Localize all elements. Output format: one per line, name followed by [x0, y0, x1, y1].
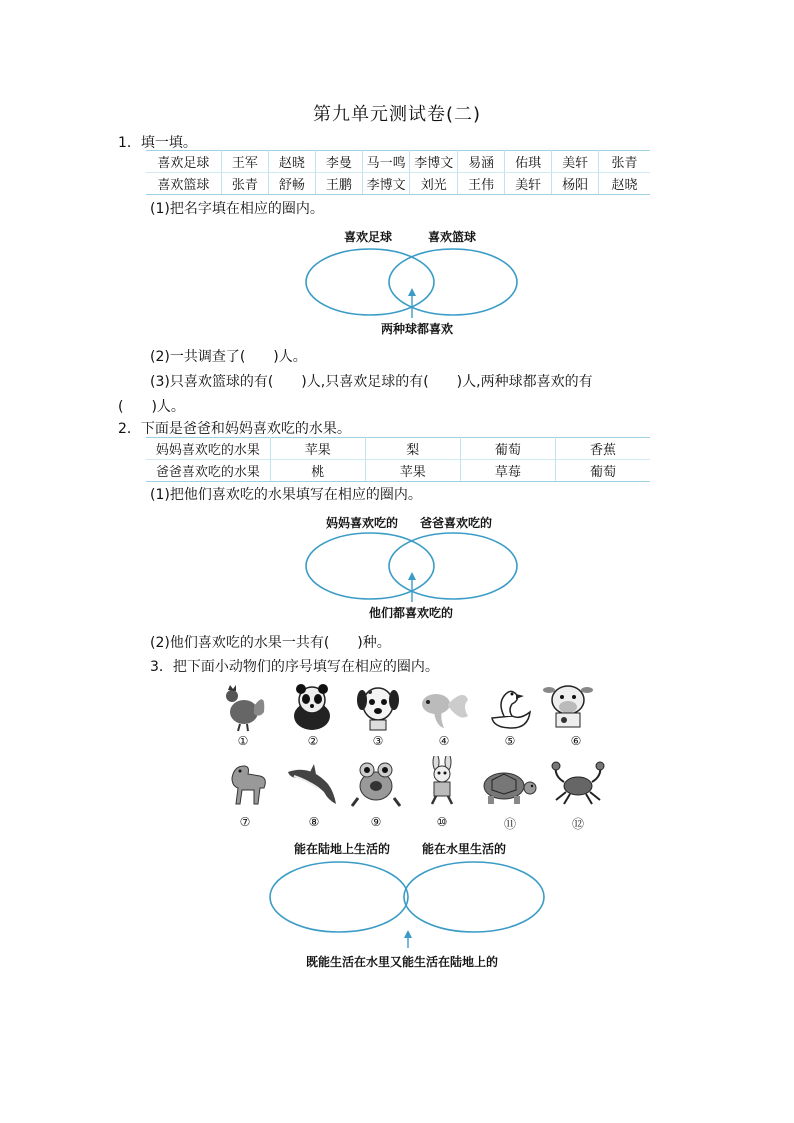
- table-cell: 葡萄: [460, 438, 555, 460]
- table-cell: 马一鸣: [362, 151, 410, 173]
- animal-number: ⑥: [570, 734, 582, 748]
- q2-sub2: (2)他们喜欢吃的水果一共有( )种。: [150, 635, 391, 651]
- table-cell: 王鹏: [315, 173, 362, 195]
- animal-number: ⑦: [239, 815, 251, 829]
- venn2-left-label: 妈妈喜欢吃的: [326, 516, 399, 530]
- table-cell: 苹果: [365, 460, 460, 482]
- table-cell: 张青: [599, 151, 650, 173]
- venn2-right-circle: [389, 533, 517, 599]
- arrow-up-icon: [408, 572, 416, 602]
- venn2-left-circle: [306, 533, 434, 599]
- animal-number: ③: [372, 734, 384, 748]
- venn1-left-label: 喜欢足球: [344, 230, 393, 244]
- animal-number: ⑨: [370, 815, 382, 829]
- table-cell: 喜欢足球: [146, 151, 221, 173]
- animal-number: ⑪: [503, 817, 516, 831]
- q1-table: [146, 150, 650, 195]
- turtle-icon: [474, 760, 530, 810]
- table-cell: 赵晓: [599, 173, 650, 195]
- venn2-bottom-label: 他们都喜欢吃的: [369, 606, 454, 620]
- table-cell: 舒畅: [268, 173, 315, 195]
- table-cell: 爸爸喜欢吃的水果: [146, 460, 270, 482]
- table-cell: 王军: [221, 151, 268, 173]
- table-row: [146, 460, 650, 482]
- animal-number: ①: [237, 734, 249, 748]
- q1-sub1: (1)把名字填在相应的圈内。: [150, 201, 324, 217]
- frog-icon: [348, 758, 404, 808]
- table-cell: 李博文: [362, 173, 410, 195]
- table-cell: 易涵: [458, 151, 505, 173]
- rabbit-icon: [414, 756, 470, 806]
- animal-number: ②: [307, 734, 319, 748]
- venn2-right-label: 爸爸喜欢吃的: [420, 516, 493, 530]
- q1-sub2: (2)一共调查了( )人。: [150, 349, 307, 365]
- table-cell: 妈妈喜欢吃的水果: [146, 438, 270, 460]
- table-cell: 桃: [270, 460, 365, 482]
- table-cell: 刘光: [410, 173, 458, 195]
- goldfish-icon: [414, 682, 470, 732]
- venn3-left-label: 能在陆地上生活的: [294, 842, 391, 856]
- arrow-up-icon: [404, 930, 412, 948]
- table-row: [146, 173, 650, 195]
- table-cell: 张青: [221, 173, 268, 195]
- table-cell: 佑琪: [505, 151, 552, 173]
- question-3-label: 3．把下面小动物们的序号填写在相应的圈内。: [150, 659, 439, 675]
- panda-icon: [284, 682, 340, 732]
- animal-number: ⑫: [571, 817, 584, 831]
- rooster-icon: [214, 682, 270, 732]
- table-cell: 草莓: [460, 460, 555, 482]
- venn-diagram-3: [262, 856, 552, 950]
- dog-icon: [350, 682, 406, 732]
- venn1-right-circle: [389, 249, 517, 315]
- table-cell: 香蕉: [555, 438, 650, 460]
- table-row: [146, 438, 650, 460]
- q1-sub3-cont: ( )人。: [118, 399, 185, 415]
- table-cell: 美轩: [505, 173, 552, 195]
- venn1-left-circle: [306, 249, 434, 315]
- venn-diagram-1: [300, 246, 524, 320]
- venn3-left-circle: [270, 862, 408, 932]
- table-cell: 杨阳: [552, 173, 599, 195]
- animal-number: ④: [438, 734, 450, 748]
- question-1-label: 1．填一填。: [118, 135, 197, 151]
- crab-icon: [548, 758, 604, 808]
- table-cell: 李曼: [315, 151, 362, 173]
- table-cell: 葡萄: [555, 460, 650, 482]
- venn3-right-label: 能在水里生活的: [422, 842, 507, 856]
- table-row: [146, 151, 650, 173]
- venn1-bottom-label: 两种球都喜欢: [381, 322, 454, 336]
- duck-icon: [482, 682, 538, 732]
- table-cell: 苹果: [270, 438, 365, 460]
- question-2-label: 2．下面是爸爸和妈妈喜欢吃的水果。: [118, 421, 351, 437]
- arrow-up-icon: [408, 288, 416, 318]
- dolphin-icon: [284, 760, 340, 810]
- horse-icon: [220, 758, 276, 808]
- table-cell: 赵晓: [268, 151, 315, 173]
- venn3-bottom-label: 既能生活在水里又能生活在陆地上的: [306, 955, 499, 969]
- table-cell: 李博文: [410, 151, 458, 173]
- animal-number: ⑤: [504, 734, 516, 748]
- animal-number: ⑧: [308, 815, 320, 829]
- table-cell: 喜欢篮球: [146, 173, 221, 195]
- animal-number: ⑩: [436, 815, 448, 829]
- venn3-right-circle: [404, 862, 544, 932]
- q2-sub1: (1)把他们喜欢吃的水果填写在相应的圈内。: [150, 487, 422, 503]
- cow-icon: [540, 680, 596, 730]
- venn1-right-label: 喜欢篮球: [428, 230, 477, 244]
- table-cell: 王伟: [458, 173, 505, 195]
- table-cell: 美轩: [552, 151, 599, 173]
- q2-table: [146, 437, 650, 482]
- table-cell: 梨: [365, 438, 460, 460]
- venn-diagram-2: [300, 530, 524, 604]
- q1-sub3: (3)只喜欢篮球的有( )人,只喜欢足球的有( )人,两种球都喜欢的有: [150, 374, 593, 390]
- page-title: 第九单元测试卷(二): [312, 104, 482, 125]
